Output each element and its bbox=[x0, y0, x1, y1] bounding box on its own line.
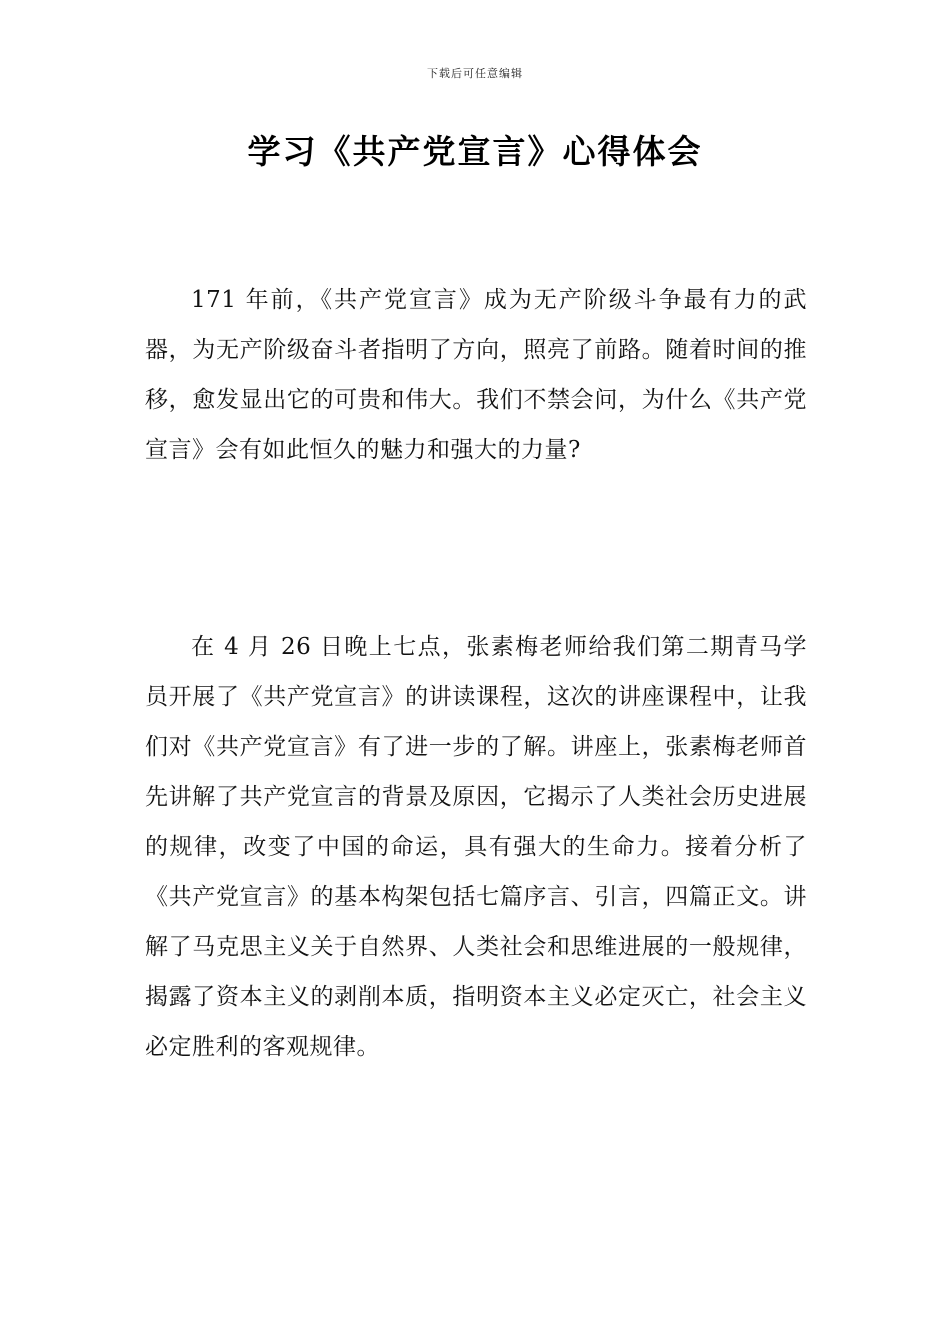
paragraph-intro: 171 年前，《共产党宣言》成为无产阶级斗争最有力的武器，为无产阶级奋斗者指明了方向，照亮了前路。随着时间的推移，愈发显出它的可贵和伟大。我们不禁会问，为什么《共产党宣言》会有如此恒久的魅力和强大的力量? bbox=[145, 287, 807, 463]
header-note: 下载后可任意编辑 bbox=[427, 67, 523, 80]
document-title: 学习《共产党宣言》心得体会 bbox=[247, 132, 703, 171]
paragraph-lecture: 在 4 月 26 日晚上七点，张素梅老师给我们第二期青马学员开展了《共产党宣言》的讲读课程，这次的讲座课程中，让我们对《共产党宣言》有了进一步的了解。讲座上，张素梅老师首先讲解了共产党宣言的背景及原因，它揭示了人类社会历史进展的规律，改变了中国的命运，具有强大的生命力。接着分析了《共产党宣言》的基本构架包括七篇序言、引言，四篇正文。讲解了马克思主义关于自然界、人类社会和思维进展的一般规律，揭露了资本主义的剥削本质，指明资本主义必定灭亡，社会主义必定胜利的客观规律。 bbox=[145, 634, 807, 1060]
